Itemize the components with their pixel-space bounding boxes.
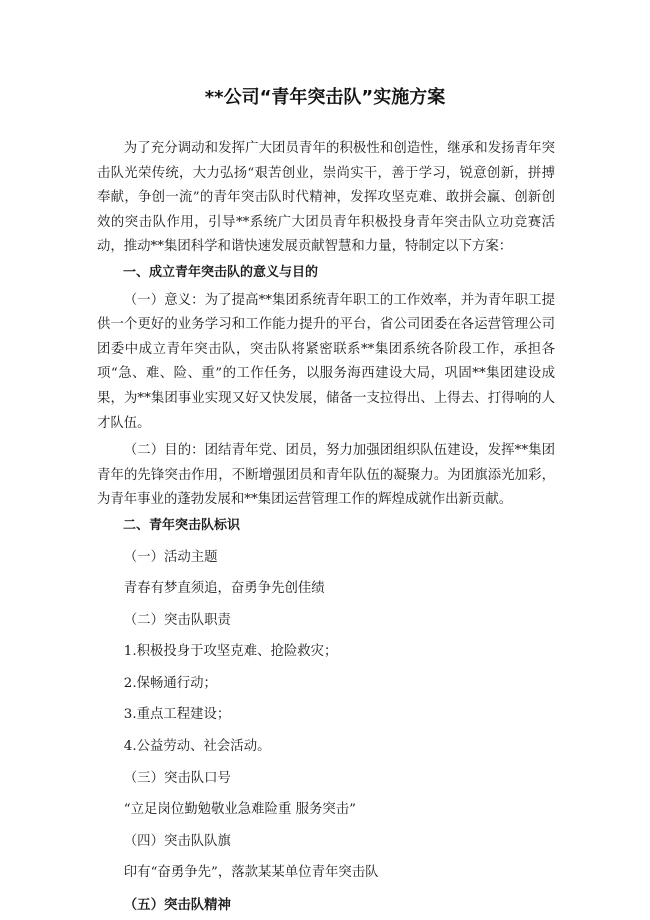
slogan-text: “立足岗位勤勉敬业急难险重 服务突击” (123, 802, 356, 818)
theme-text: 青春有梦直须追，奋勇争先创佳绩 (123, 581, 325, 597)
duty-item: 1.积极投身于攻坚克难、抢险救灾； (123, 644, 338, 660)
flag-text: 印有“奋勇争先”，落款某某单位青年突击队 (123, 865, 379, 881)
page-title: **公司“青年突击队”实施方案 (204, 87, 446, 108)
document-body (97, 137, 555, 918)
section-heading-identity: 二、青年突击队标识 (123, 517, 241, 533)
slogan-label: （三）突击队口号 (123, 770, 231, 786)
duty-item: 3.重点工程建设； (123, 707, 231, 723)
purpose-paragraph: （二）目的：团结青年党、团员，努力加强团组织队伍建设，发挥**集团青年的先锋突击作用，不断增强团员和青年队伍的凝聚力。为团旗添光加彩，为青年事业的蓬勃发展和**集团运营管理工作的辉煌成就作出新贡献。 (97, 443, 555, 508)
significance-paragraph: （一）意义：为了提高**集团系统青年职工的工作效率，并为青年职工提供一个更好的业务学习和工作能力提升的平台，省公司团委在各运营管理公司团委中成立青年突击队，突击队将紧密联系**集团系统各阶段工作，承担各项“急、难、险、重”的工作任务，以服务海西建设大局，巩固**集团建设成果，为**集团事业实现又好又快发展，储备一支拉得出、上得去、打得响的人才队伍。 (97, 292, 555, 431)
duty-item: 4.公益劳动、社会活动。 (123, 739, 271, 755)
duty-item: 2.保畅通行动； (123, 675, 217, 691)
intro-paragraph: 为了充分调动和发挥广大团员青年的积极性和创造性，继承和发扬青年突击队光荣传统，大力弘扬“艰苦创业，崇尚实干，善于学习，锐意创新，拼搏奉献，争创一流”的青年突击队时代精神，发挥攻坚克难、敢拼会赢、创新创效的突击队作用，引导**系统广大团员青年积极投身青年突击队立功竞赛活动，推动**集团科学和谐快速发展贡献智慧和力量，特制定以下方案： (97, 141, 555, 255)
spirit-label: （五）突击队精神 (123, 897, 231, 914)
duty-label: （二）突击队职责 (123, 612, 231, 628)
section-heading-significance: 一、成立青年突击队的意义与目的 (123, 264, 319, 280)
flag-label: （四）突击队队旗 (123, 833, 231, 849)
theme-label: （一）活动主题 (123, 549, 218, 565)
